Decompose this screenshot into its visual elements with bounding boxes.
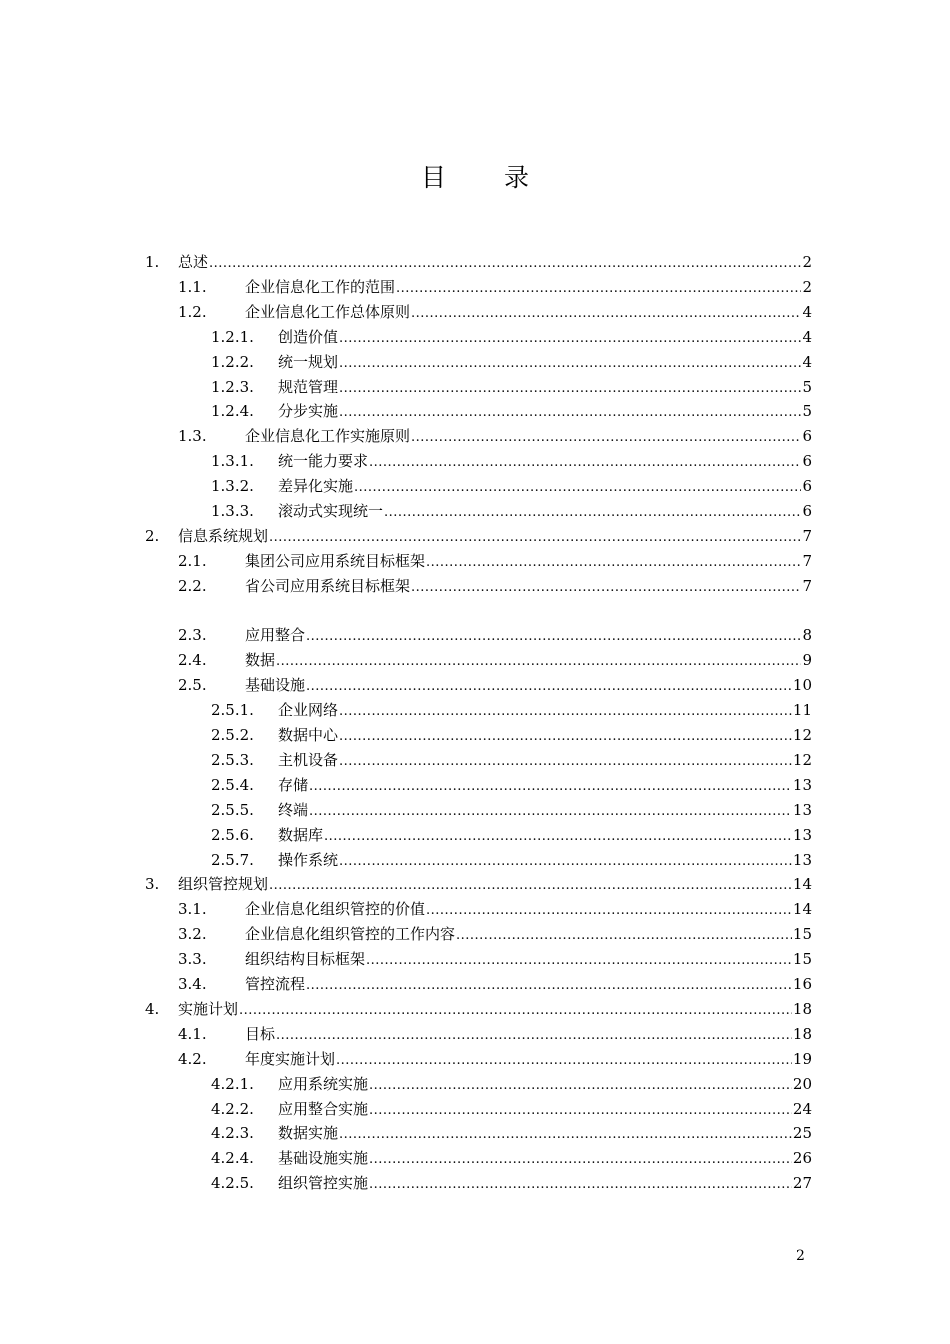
toc-entry-number: 2.5.5. bbox=[211, 801, 254, 819]
toc-entry-page: 15 bbox=[792, 925, 812, 943]
toc-entry-title: 应用整合 bbox=[245, 626, 306, 644]
toc-entry-page: 24 bbox=[792, 1100, 812, 1118]
toc-entry[interactable] bbox=[211, 823, 812, 848]
toc-entry-title: 统一能力要求 bbox=[278, 452, 369, 470]
toc-entry-page: 18 bbox=[792, 1025, 812, 1043]
toc-entry[interactable] bbox=[178, 972, 812, 997]
toc-dot-leader bbox=[339, 350, 801, 376]
toc-entry-title: 实施计划 bbox=[178, 1000, 239, 1018]
toc-entry-page: 4 bbox=[802, 353, 812, 371]
toc-dot-leader bbox=[306, 673, 792, 699]
toc-entry-title: 组织结构目标框架 bbox=[245, 950, 366, 968]
toc-entry-number: 2.5.2. bbox=[211, 726, 254, 744]
toc-entry-title: 企业信息化工作实施原则 bbox=[245, 427, 411, 445]
toc-entry-title: 终端 bbox=[278, 801, 309, 819]
toc-entry-title: 管控流程 bbox=[245, 975, 306, 993]
toc-entry-page: 5 bbox=[802, 378, 812, 396]
toc-entry[interactable] bbox=[178, 1047, 812, 1072]
toc-entry-number: 1.3.2. bbox=[211, 477, 254, 495]
toc-entry-number: 2.4. bbox=[178, 651, 207, 669]
toc-entry-page: 20 bbox=[792, 1075, 812, 1093]
toc-entry-number: 2.3. bbox=[178, 626, 207, 644]
toc-entry-title: 年度实施计划 bbox=[245, 1050, 336, 1068]
toc-entry-title: 组织管控规划 bbox=[178, 875, 269, 893]
toc-entry-page: 13 bbox=[792, 776, 812, 794]
toc-entry[interactable] bbox=[178, 947, 812, 972]
toc-entry-number: 1.2. bbox=[178, 303, 207, 321]
toc-entry-number: 3.3. bbox=[178, 950, 207, 968]
toc-entry[interactable] bbox=[211, 1121, 812, 1146]
toc-entry[interactable] bbox=[211, 848, 812, 873]
toc-entry-page: 6 bbox=[802, 427, 812, 445]
toc-entry[interactable] bbox=[211, 399, 812, 424]
toc-dot-leader bbox=[369, 1146, 792, 1172]
toc-entry-title: 组织管控实施 bbox=[278, 1174, 369, 1192]
toc-entry-title: 总述 bbox=[178, 253, 209, 271]
toc-entry-number: 3. bbox=[145, 875, 160, 893]
toc-entry-number: 3.1. bbox=[178, 900, 207, 918]
toc-entry[interactable] bbox=[211, 499, 812, 524]
toc-entry-title: 数据 bbox=[245, 651, 276, 669]
toc-entry-page: 16 bbox=[792, 975, 812, 993]
toc-entry[interactable] bbox=[178, 549, 812, 574]
toc-entry-number: 4.1. bbox=[178, 1025, 207, 1043]
toc-entry[interactable] bbox=[211, 748, 812, 773]
toc-entry-title: 企业网络 bbox=[278, 701, 339, 719]
toc-entry-title: 差异化实施 bbox=[278, 477, 354, 495]
toc-entry[interactable] bbox=[211, 1171, 812, 1196]
toc-entry-number: 3.4. bbox=[178, 975, 207, 993]
toc-entry-number: 2.5.6. bbox=[211, 826, 254, 844]
toc-dot-leader bbox=[209, 250, 801, 276]
toc-entry-page: 14 bbox=[792, 900, 812, 918]
toc-entry-title: 规范管理 bbox=[278, 378, 339, 396]
toc-dot-leader bbox=[339, 698, 792, 724]
toc-entry-number: 1.2.3. bbox=[211, 378, 254, 396]
toc-entry[interactable] bbox=[211, 449, 812, 474]
toc-entry-title: 操作系统 bbox=[278, 851, 339, 869]
toc-entry-number: 3.2. bbox=[178, 925, 207, 943]
toc-entry-number: 1. bbox=[145, 253, 160, 271]
toc-dot-leader bbox=[309, 773, 792, 799]
toc-entry-number: 4.2. bbox=[178, 1050, 207, 1068]
toc-dot-leader bbox=[411, 574, 801, 600]
toc-entry[interactable] bbox=[211, 474, 812, 499]
toc-entry-page: 10 bbox=[792, 676, 812, 694]
toc-entry[interactable] bbox=[178, 1022, 812, 1047]
toc-entry[interactable] bbox=[145, 997, 812, 1022]
toc-dot-leader bbox=[396, 275, 801, 301]
toc-entry-number: 2.1. bbox=[178, 552, 207, 570]
toc-entry-page: 13 bbox=[792, 826, 812, 844]
toc-entry[interactable] bbox=[178, 275, 812, 300]
toc-entry-number: 4. bbox=[145, 1000, 160, 1018]
toc-entry-number: 1.3.1. bbox=[211, 452, 254, 470]
toc-entry-title: 主机设备 bbox=[278, 751, 339, 769]
toc-dot-leader bbox=[339, 723, 792, 749]
toc-entry-title: 基础设施 bbox=[245, 676, 306, 694]
toc-entry-page: 6 bbox=[802, 502, 812, 520]
toc-dot-leader bbox=[426, 897, 792, 923]
toc-entry-title: 数据实施 bbox=[278, 1124, 339, 1142]
toc-entry[interactable] bbox=[178, 897, 812, 922]
toc-dot-leader bbox=[339, 748, 792, 774]
toc-entry-title: 数据中心 bbox=[278, 726, 339, 744]
toc-dot-leader bbox=[426, 549, 801, 575]
title-part-1: 目 bbox=[420, 163, 446, 192]
toc-entry-page: 18 bbox=[792, 1000, 812, 1018]
toc-entry-page: 7 bbox=[802, 577, 812, 595]
toc-entry[interactable] bbox=[178, 673, 812, 698]
toc-dot-leader bbox=[336, 1047, 792, 1073]
toc-entry-number: 4.2.3. bbox=[211, 1124, 254, 1142]
toc-entry-title: 企业信息化工作的范围 bbox=[245, 278, 396, 296]
toc-dot-leader bbox=[324, 823, 792, 849]
toc-entry-page: 2 bbox=[802, 278, 812, 296]
toc-entry[interactable] bbox=[178, 922, 812, 947]
toc-entry-title: 企业信息化工作总体原则 bbox=[245, 303, 411, 321]
toc-entry[interactable] bbox=[178, 574, 812, 599]
toc-entry-page: 8 bbox=[802, 626, 812, 644]
toc-entry-title: 存储 bbox=[278, 776, 309, 794]
toc-dot-leader bbox=[339, 399, 801, 425]
toc-entry-number: 2.5.4. bbox=[211, 776, 254, 794]
toc-entry-number: 2.2. bbox=[178, 577, 207, 595]
toc-dot-leader bbox=[411, 424, 801, 450]
toc-entry-number: 2.5.7. bbox=[211, 851, 254, 869]
toc-entry-title: 目标 bbox=[245, 1025, 276, 1043]
toc-entry-page: 14 bbox=[792, 875, 812, 893]
toc-entry-number: 1.2.1. bbox=[211, 328, 254, 346]
toc-dot-leader bbox=[306, 972, 792, 998]
toc-entry-page: 11 bbox=[792, 701, 812, 719]
title-part-2: 录 bbox=[504, 163, 530, 192]
page-number: 2 bbox=[796, 1248, 805, 1264]
toc-entry-title: 信息系统规划 bbox=[178, 527, 269, 545]
toc-dot-leader bbox=[369, 1072, 792, 1098]
toc-entry-number: 4.2.2. bbox=[211, 1100, 254, 1118]
toc-entry-page: 5 bbox=[802, 402, 812, 420]
toc-entry[interactable] bbox=[211, 350, 812, 375]
toc-entry-number: 4.2.1. bbox=[211, 1075, 254, 1093]
toc-entry[interactable] bbox=[145, 872, 812, 897]
toc-entry-page: 13 bbox=[792, 851, 812, 869]
toc-entry[interactable] bbox=[178, 623, 812, 648]
toc-dot-leader bbox=[339, 325, 801, 351]
toc-dot-leader bbox=[269, 872, 792, 898]
toc-entry-title: 数据库 bbox=[278, 826, 324, 844]
toc-dot-leader bbox=[369, 1171, 792, 1197]
toc-entry-page: 2 bbox=[802, 253, 812, 271]
toc-entry-title: 企业信息化组织管控的工作内容 bbox=[245, 925, 456, 943]
toc-dot-leader bbox=[339, 375, 801, 401]
toc-entry-number: 1.3.3. bbox=[211, 502, 254, 520]
toc-dot-leader bbox=[369, 449, 801, 475]
toc-entry[interactable] bbox=[145, 250, 812, 275]
toc-dot-leader bbox=[276, 648, 801, 674]
toc-entry-number: 4.2.5. bbox=[211, 1174, 254, 1192]
toc-entry-page: 13 bbox=[792, 801, 812, 819]
toc-entry-page: 12 bbox=[792, 751, 812, 769]
toc-entry-title: 集团公司应用系统目标框架 bbox=[245, 552, 426, 570]
toc-entry[interactable] bbox=[211, 1146, 812, 1171]
toc-entry-title: 企业信息化组织管控的价值 bbox=[245, 900, 426, 918]
toc-entry-page: 4 bbox=[802, 328, 812, 346]
toc-dot-leader bbox=[339, 1121, 792, 1147]
toc-dot-leader bbox=[239, 997, 792, 1023]
toc-entry-title: 分步实施 bbox=[278, 402, 339, 420]
toc-entry[interactable] bbox=[211, 1072, 812, 1097]
toc-dot-leader bbox=[276, 1022, 792, 1048]
toc-dot-leader bbox=[369, 1097, 792, 1123]
toc-dot-leader bbox=[309, 798, 792, 824]
toc-entry-number: 2. bbox=[145, 527, 160, 545]
toc-entry-number: 2.5.1. bbox=[211, 701, 254, 719]
toc-entry[interactable] bbox=[211, 325, 812, 350]
toc-entry[interactable] bbox=[178, 648, 812, 673]
toc-entry-number: 1.2.4. bbox=[211, 402, 254, 420]
toc-entry-page: 12 bbox=[792, 726, 812, 744]
toc-entry-page: 9 bbox=[802, 651, 812, 669]
toc-entry-number: 4.2.4. bbox=[211, 1149, 254, 1167]
toc-dot-leader bbox=[339, 848, 792, 874]
toc-entry[interactable] bbox=[211, 375, 812, 400]
toc-dot-leader bbox=[354, 474, 801, 500]
toc-entry[interactable] bbox=[211, 698, 812, 723]
toc-entry[interactable] bbox=[178, 300, 812, 325]
toc-dot-leader bbox=[366, 947, 792, 973]
toc-dot-leader bbox=[456, 922, 792, 948]
toc-dot-leader bbox=[411, 300, 801, 326]
toc-entry-page: 25 bbox=[792, 1124, 812, 1142]
toc-entry[interactable] bbox=[211, 723, 812, 748]
toc-entry-title: 应用系统实施 bbox=[278, 1075, 369, 1093]
toc-entry-page: 7 bbox=[802, 527, 812, 545]
toc-entry-page: 6 bbox=[802, 452, 812, 470]
toc-entry-title: 滚动式实现统一 bbox=[278, 502, 384, 520]
toc-entry-number: 1.2.2. bbox=[211, 353, 254, 371]
toc-entry[interactable] bbox=[211, 773, 812, 798]
toc-entry-page: 26 bbox=[792, 1149, 812, 1167]
page-title bbox=[0, 158, 950, 194]
toc-entry-page: 6 bbox=[802, 477, 812, 495]
toc-entry[interactable] bbox=[178, 424, 812, 449]
toc-entry[interactable] bbox=[145, 524, 812, 549]
toc-entry-title: 统一规划 bbox=[278, 353, 339, 371]
toc-dot-leader bbox=[269, 524, 801, 550]
toc-entry-page: 7 bbox=[802, 552, 812, 570]
toc-entry-title: 创造价值 bbox=[278, 328, 339, 346]
toc-entry-page: 19 bbox=[792, 1050, 812, 1068]
toc-entry-title: 应用整合实施 bbox=[278, 1100, 369, 1118]
toc-entry-page: 27 bbox=[792, 1174, 812, 1192]
toc-entry-title: 省公司应用系统目标框架 bbox=[245, 577, 411, 595]
toc-entry[interactable] bbox=[211, 798, 812, 823]
toc-entry-page: 15 bbox=[792, 950, 812, 968]
toc-dot-leader bbox=[306, 623, 801, 649]
toc-entry-page: 4 bbox=[802, 303, 812, 321]
toc-entry-number: 1.1. bbox=[178, 278, 207, 296]
toc-entry-number: 2.5.3. bbox=[211, 751, 254, 769]
toc-entry-title: 基础设施实施 bbox=[278, 1149, 369, 1167]
toc-dot-leader bbox=[384, 499, 801, 525]
toc-entry[interactable] bbox=[211, 1097, 812, 1122]
toc-entry-number: 1.3. bbox=[178, 427, 207, 445]
toc-entry-number: 2.5. bbox=[178, 676, 207, 694]
